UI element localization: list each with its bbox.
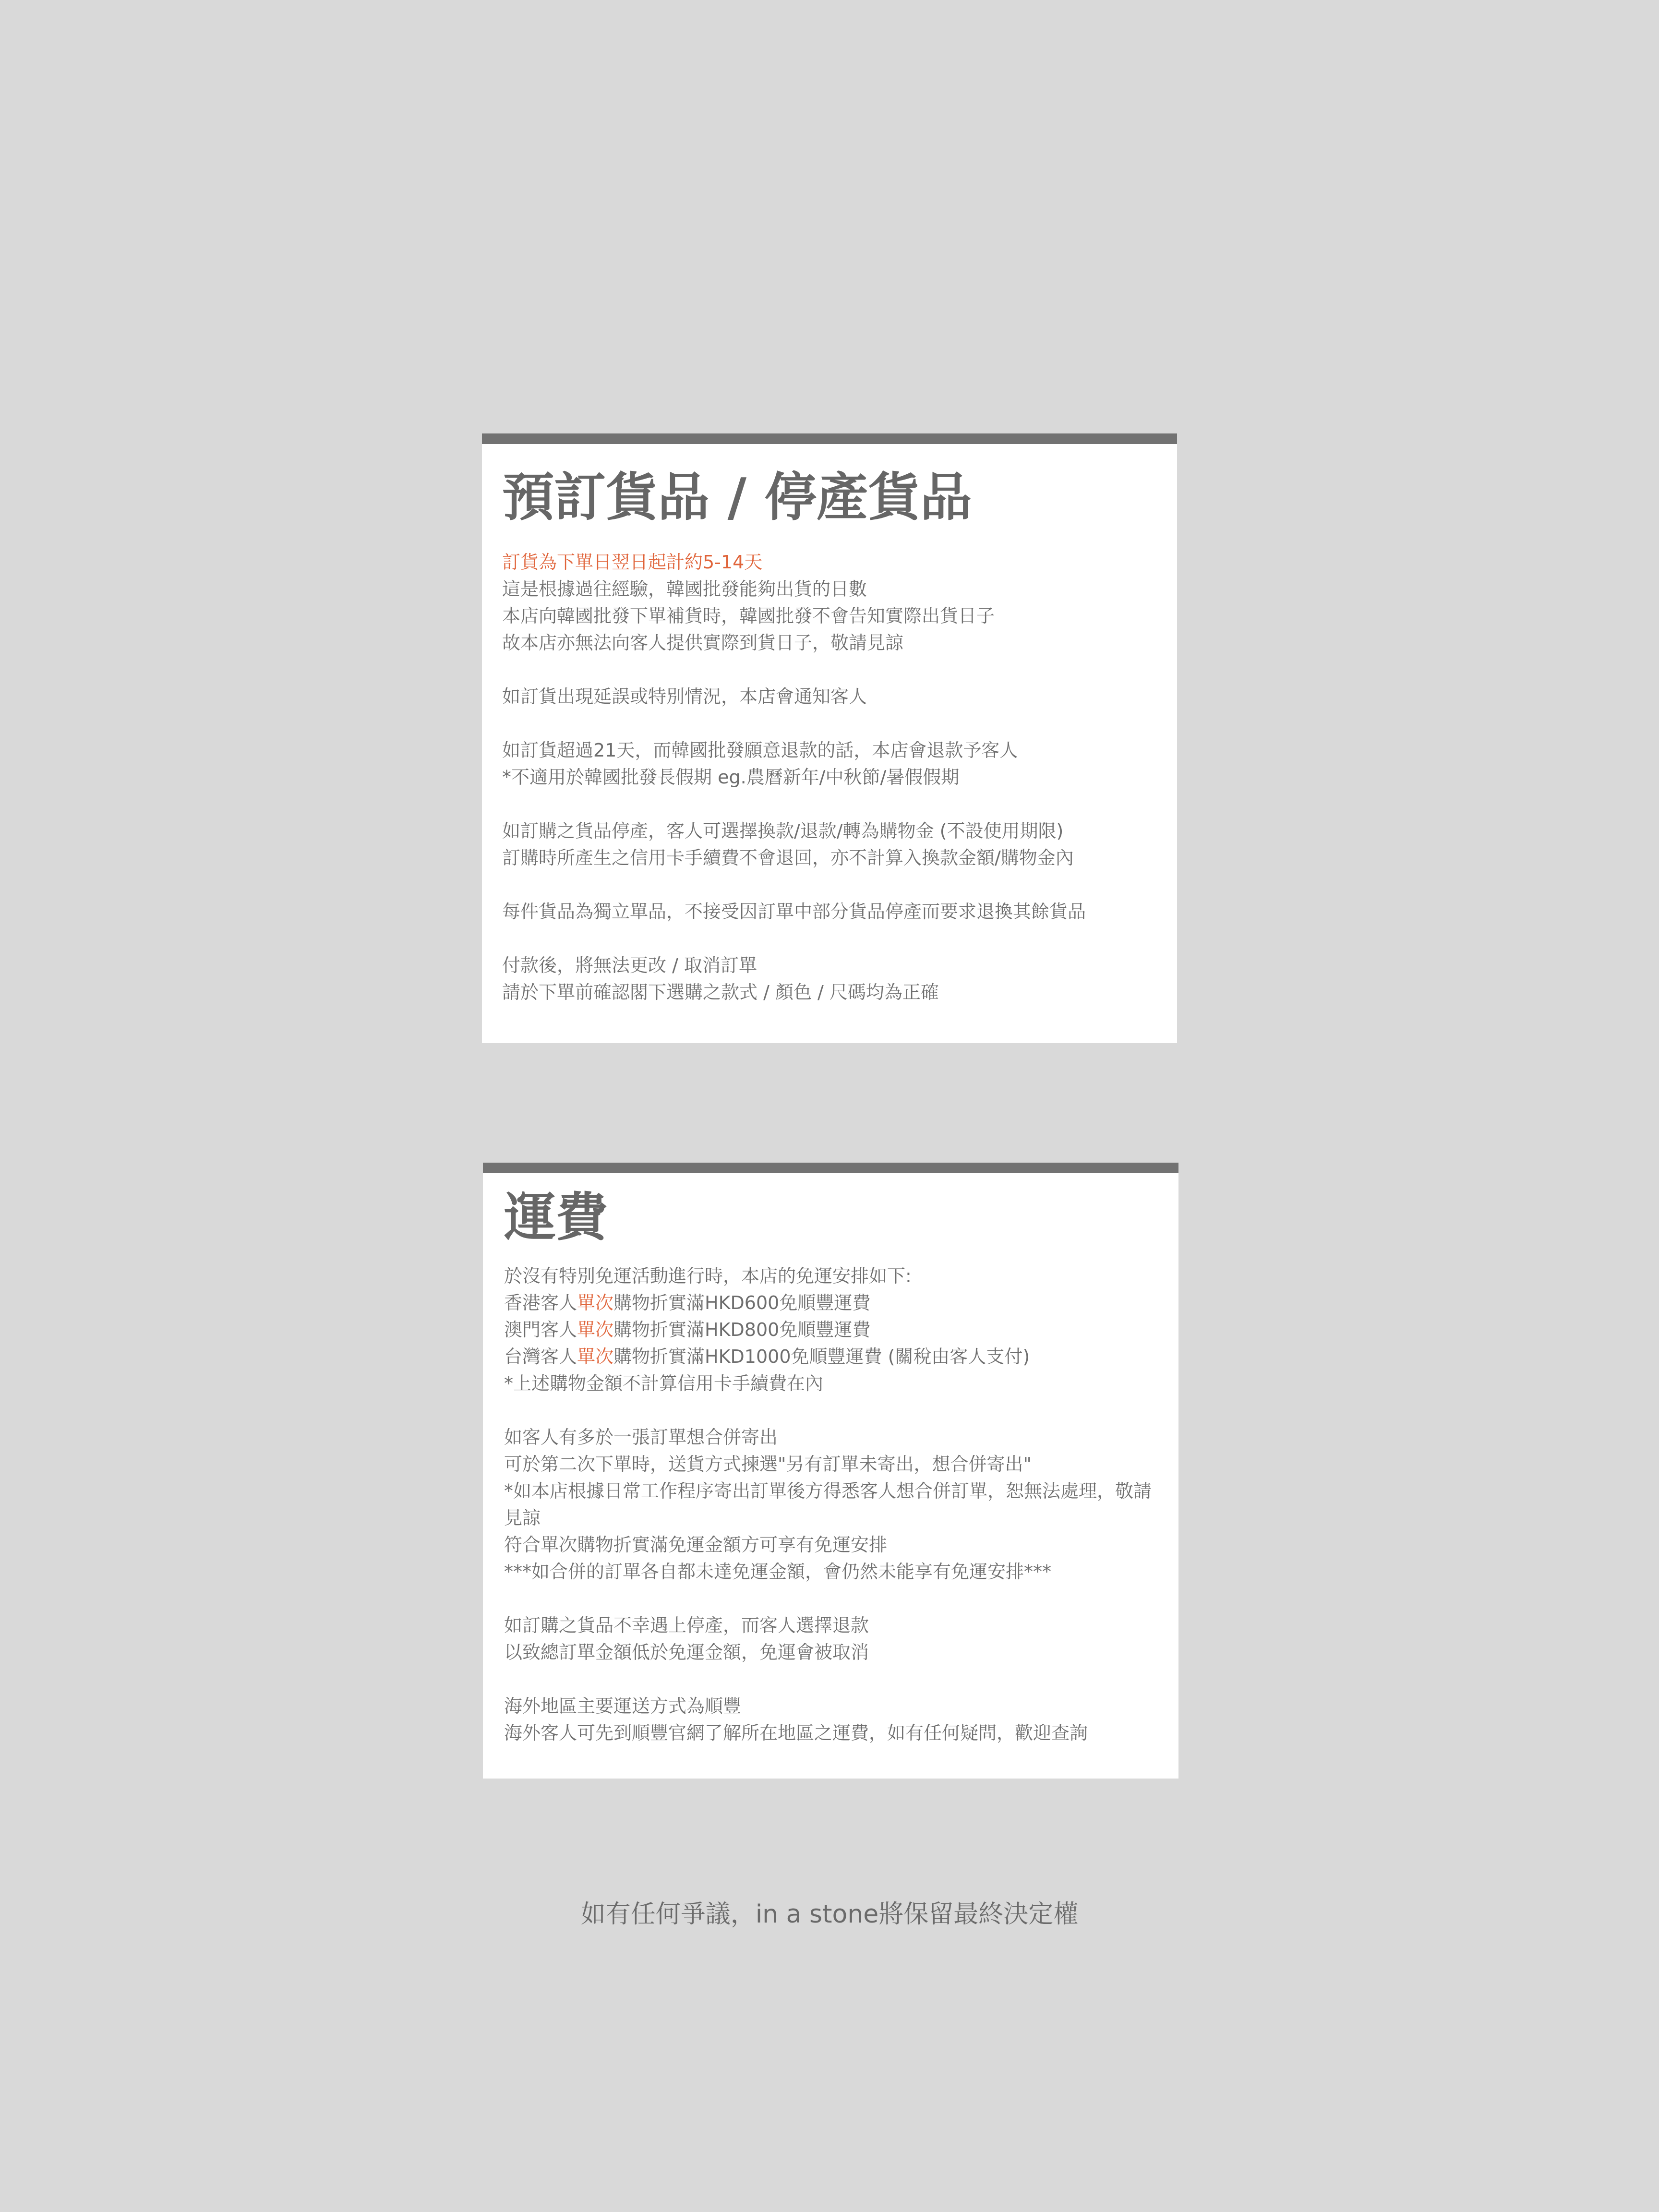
policy-line: 可於第二次下單時，送貨方式揀選"另有訂單未寄出，想合併寄出" — [504, 1454, 1032, 1475]
shipping-region-macau — [504, 1316, 1157, 1343]
shipping-title: 運費 — [504, 1188, 608, 1248]
shipping-intro: 於沒有特別免運活動進行時，本店的免運安排如下: — [504, 1265, 912, 1286]
policy-line: 如客人有多於一張訂單想合併寄出 — [504, 1427, 778, 1448]
region-label: 澳門客人 — [504, 1319, 577, 1340]
paragraph-gap — [502, 871, 1157, 898]
preorder-lead-time: 訂貨為下單日翌日起計約5-14天 — [502, 552, 763, 573]
region-threshold: 購物折實滿HKD1000免順豐運費 (關稅由客人支付) — [613, 1346, 1030, 1367]
policy-line: 這是根據過往經驗，韓國批發能夠出貨的日數 — [502, 578, 867, 600]
shipping-policy-card — [483, 1163, 1178, 1779]
region-threshold: 購物折實滿HKD800免順豐運費 — [613, 1319, 871, 1340]
policy-line: 訂購時所產生之信用卡手續費不會退回，亦不計算入換款金額/購物金內 — [502, 847, 1074, 868]
paragraph-gap — [502, 656, 1157, 683]
preorder-policy-text — [502, 549, 1157, 1006]
paragraph-gap — [502, 791, 1157, 817]
single-order-highlight: 單次 — [577, 1292, 614, 1313]
policy-line: 付款後，將無法更改 / 取消訂單 — [502, 955, 757, 976]
paragraph-gap — [504, 1397, 1157, 1424]
region-threshold: 購物折實滿HKD600免順豐運費 — [613, 1292, 871, 1313]
paragraph-gap — [502, 710, 1157, 737]
policy-line: 故本店亦無法向客人提供實際到貨日子，敬請見諒 — [502, 632, 904, 653]
policy-line: 每件貨品為獨立單品，不接受因訂單中部分貨品停產而要求退換其餘貨品 — [502, 901, 1086, 922]
policy-line: *不適用於韓國批發長假期 eg.農曆新年/中秋節/暑假假期 — [502, 767, 960, 788]
paragraph-gap — [504, 1666, 1157, 1693]
policy-line: ***如合併的訂單各自都未達免運金額，會仍然未能享有免運安排*** — [504, 1561, 1052, 1582]
policy-line: *如本店根據日常工作程序寄出訂單後方得悉客人想合併訂單，恕無法處理，敬請見諒 — [504, 1480, 1152, 1528]
policy-line: 如訂購之貨品不幸遇上停產，而客人選擇退款 — [504, 1615, 869, 1636]
policy-line: 符合單次購物折實滿免運金額方可享有免運安排 — [504, 1534, 888, 1555]
policy-line: 海外地區主要運送方式為順豐 — [504, 1695, 742, 1717]
dispute-disclaimer: 如有任何爭議，in a stone將保留最終決定權 — [580, 1900, 1079, 1929]
preorder-policy-card — [482, 433, 1177, 1043]
paragraph-gap — [504, 1585, 1157, 1612]
policy-line: 如訂購之貨品停產，客人可選擇換款/退款/轉為購物金 (不設使用期限) — [502, 820, 1064, 842]
single-order-highlight: 單次 — [577, 1319, 614, 1340]
paragraph-gap — [502, 925, 1157, 952]
shipping-policy-text — [504, 1262, 1157, 1746]
policy-line: 如訂貨出現延誤或特別情況，本店會通知客人 — [502, 686, 867, 707]
policy-line: 如訂貨超過21天，而韓國批發願意退款的話，本店會退款予客人 — [502, 740, 1018, 761]
policy-line: 海外客人可先到順豐官網了解所在地區之運費，如有任何疑問，歡迎查詢 — [504, 1722, 1088, 1743]
single-order-highlight: 單次 — [577, 1346, 614, 1367]
policy-line: 請於下單前確認閣下選購之款式 / 顏色 / 尺碼均為正確 — [502, 982, 939, 1003]
preorder-title: 預訂貨品 / 停產貨品 — [502, 468, 972, 528]
policy-line: 本店向韓國批發下單補貨時，韓國批發不會告知實際出貨日子 — [502, 605, 995, 626]
region-label: 台灣客人 — [504, 1346, 577, 1367]
policy-line: *上述購物金額不計算信用卡手續費在內 — [504, 1373, 824, 1394]
shipping-region-taiwan — [504, 1343, 1157, 1370]
shipping-region-hk — [504, 1289, 1157, 1316]
policy-line: 以致總訂單金額低於免運金額，免運會被取消 — [504, 1642, 869, 1663]
region-label: 香港客人 — [504, 1292, 577, 1313]
